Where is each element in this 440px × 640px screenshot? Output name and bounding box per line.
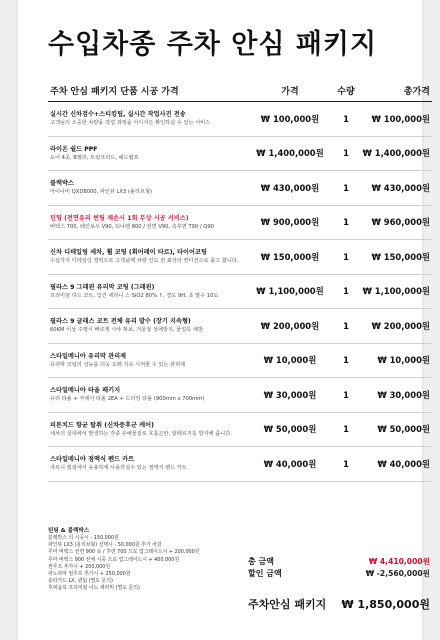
item-name: 라이온 쉴드 PPF	[50, 145, 98, 153]
item-total: ₩ 100,000원	[371, 113, 430, 124]
item-cell	[48, 110, 250, 127]
table-row	[48, 171, 432, 206]
total-amount-row	[248, 555, 430, 567]
item-qty: 1	[343, 320, 349, 331]
item-price: ₩ 50,000원	[263, 424, 317, 435]
item-cell	[48, 283, 250, 300]
total-amount-label: 총 금액	[248, 556, 274, 566]
item-name: 필라스 9 글래스 코트 전체 유리 발수 (장기 지속형)	[50, 318, 191, 326]
item-total: ₩ 1,400,000원	[362, 148, 430, 159]
item-name: 블랙박스	[50, 180, 74, 188]
item-price: ₩ 900,000원	[260, 217, 320, 228]
table-row	[48, 344, 432, 379]
item-cell	[48, 421, 250, 438]
note-line: 파노라마 썬루프 추가시 + 250,000원	[48, 571, 131, 578]
item-price: ₩ 40,000원	[263, 458, 317, 469]
note-line: 후퍼옵틱 프리미엄 나노 세라믹 (별도 문의)	[48, 585, 140, 592]
item-cell	[48, 214, 250, 231]
item-price: ₩ 1,400,000원	[256, 148, 324, 159]
price-summary	[248, 555, 430, 579]
header-item: 주차 안심 패키지 단품 시공 가격	[50, 87, 179, 97]
item-total: ₩ 30,000원	[377, 389, 430, 400]
item-qty: 1	[343, 458, 349, 469]
table-row	[48, 240, 432, 275]
item-total: ₩ 200,000원	[371, 320, 430, 331]
item-cell	[48, 248, 250, 265]
item-description: 유리막 코팅의 성능을 더욱 오래 지속 시켜줄 수 있는 관리제	[50, 361, 186, 368]
item-description: 새차의 실내에서 발생하는 각종 유해물질로 호흡곤란, 알레르기를 방지해 줍니다.	[50, 430, 232, 437]
item-total: ₩ 1,100,000원	[362, 286, 430, 297]
tint-blackbox-notes	[48, 527, 223, 593]
header-qty: 수량	[337, 87, 355, 97]
notes-list	[48, 535, 223, 593]
item-price: ₩ 100,000원	[260, 113, 320, 124]
table-row	[48, 413, 432, 448]
header-total: 총가격	[403, 87, 430, 97]
discount-amount-row	[248, 567, 430, 579]
table-row	[48, 102, 432, 137]
item-name: 스타일메니아 타올 패키지	[50, 387, 121, 395]
item-cell	[48, 455, 250, 472]
item-name: 필라스 9 그래핀 유리막 코팅 (그래핀)	[50, 283, 155, 291]
item-qty: 1	[343, 251, 349, 262]
item-description: 버텍스 700, 레인보우 V90, 티나렌 800 / 전면 V90, 측후면 T90 / Q90	[50, 223, 214, 230]
item-price: ₩ 430,000원	[260, 182, 320, 193]
note-line: 썬루프 추가시 + 200,000원	[48, 563, 111, 570]
item-cell	[48, 317, 250, 334]
header-price: 가격	[281, 87, 299, 97]
item-description: 아이나비 QXD8000, 파인뷰 LX3 (올리브형)	[50, 189, 152, 196]
item-price: ₩ 1,100,000원	[256, 286, 324, 297]
item-price: ₩ 10,000원	[263, 355, 317, 366]
item-qty: 1	[343, 148, 349, 159]
note-line: 블랙박스 의 시공시 - 150,000원	[48, 535, 119, 541]
discount-amount-value: ₩ -2,560,000원	[365, 568, 430, 578]
item-qty: 1	[343, 217, 349, 228]
item-name: 피톤치드 항균 탈취 (신차증후군 케어)	[50, 421, 154, 429]
table-body	[48, 102, 432, 482]
item-price: ₩ 200,000원	[260, 320, 320, 331]
item-price: ₩ 30,000원	[263, 389, 317, 400]
quote-sheet	[18, 0, 430, 640]
item-name: 틴팅 (전면유리 썬팅 재손시 1회 무상 시공 서비스)	[50, 214, 189, 222]
note-line: 솔라가드 LX, 퀀텀 (별도 문의)	[48, 578, 113, 585]
item-total: ₩ 960,000원	[371, 217, 430, 228]
item-description: 유리 타올 + 극세사 타올 2EA + 드라잉 타올 (900mm x 700mm)	[50, 396, 205, 403]
note-line: 루마 버텍스 전면 900 속 / 후면 700 으로 업그레이드시 + 200,000원	[48, 549, 200, 556]
table-row	[48, 275, 432, 310]
total-amount-value: ₩ 4,410,000원	[368, 556, 430, 566]
item-name: 스타일메니아 유리막 관리제	[50, 352, 127, 360]
item-price: ₩ 150,000원	[260, 251, 320, 262]
item-description: 60KM 이상 주행시 빠르게 시야 확보, 겨울철 성에방지, 물얼룩 예방	[50, 327, 203, 334]
item-name: 스타일메니아 점액식 펜드 카트	[50, 456, 135, 464]
item-qty: 1	[343, 424, 349, 435]
package-price-label: 주차안심 패키지	[248, 598, 327, 611]
item-description: 고객님의 소중한 차량을 작업 과정을 어디서든 확인하실 수 있는 서비스	[50, 120, 211, 127]
table-header	[48, 80, 432, 102]
item-qty: 1	[343, 389, 349, 400]
page-title: 수입차종 주차 안심 패키지	[48, 29, 378, 60]
package-price-value: ₩ 1,850,000원	[341, 598, 430, 611]
item-cell	[48, 145, 250, 162]
item-qty: 1	[343, 355, 349, 366]
item-total: ₩ 10,000원	[377, 355, 430, 366]
item-total: ₩ 430,000원	[371, 182, 430, 193]
item-cell	[48, 352, 250, 369]
item-total: ₩ 150,000원	[371, 251, 430, 262]
item-description: 도어 4곳, B필러, 트렁크리드, 헤드램프	[50, 154, 139, 161]
item-description: 수십가지 디테일링 경력으로 고객님께 차량 인도 전 최상의 컨디션으로 출고 합니다.	[50, 258, 239, 265]
table-row	[48, 447, 432, 482]
table-row	[48, 206, 432, 241]
item-cell	[48, 386, 250, 403]
price-table	[48, 80, 432, 482]
item-total: ₩ 40,000원	[377, 458, 430, 469]
item-description: 프리미엄 하드 코트, 입건 세라니 스 SiO2 80% ↑, 경도 9H, 초 발수 10도	[50, 292, 219, 299]
table-row	[48, 137, 432, 172]
item-name: 실시간 신차검수+스티킹팁, 실시간 작업사진 전송	[50, 111, 186, 119]
item-qty: 1	[343, 286, 349, 297]
table-row	[48, 309, 432, 344]
note-line: 루마 버텍스 900 전체 시공 으로 업그레이드시 + 400,000원	[48, 556, 180, 563]
notes-title: 틴팅 & 블랙박스	[48, 528, 90, 534]
table-row	[48, 378, 432, 413]
item-description: 자르니 캠핑에서 유용하게 사용하실수 있는 점액식 펜드 카트	[50, 465, 187, 472]
item-qty: 1	[343, 113, 349, 124]
package-price-row	[248, 596, 430, 612]
item-name: 신차 디테일링 세차, 휠 코팅 (휘어레이 타르), 타이어코팅	[50, 249, 207, 257]
note-line: 파인뷰 LX3 (올리브형) 선택시 - 50,000원 추가 차감	[48, 542, 162, 549]
item-qty: 1	[343, 182, 349, 193]
item-total: ₩ 50,000원	[377, 424, 430, 435]
discount-amount-label: 할인 금액	[248, 568, 282, 578]
item-cell	[48, 179, 250, 196]
